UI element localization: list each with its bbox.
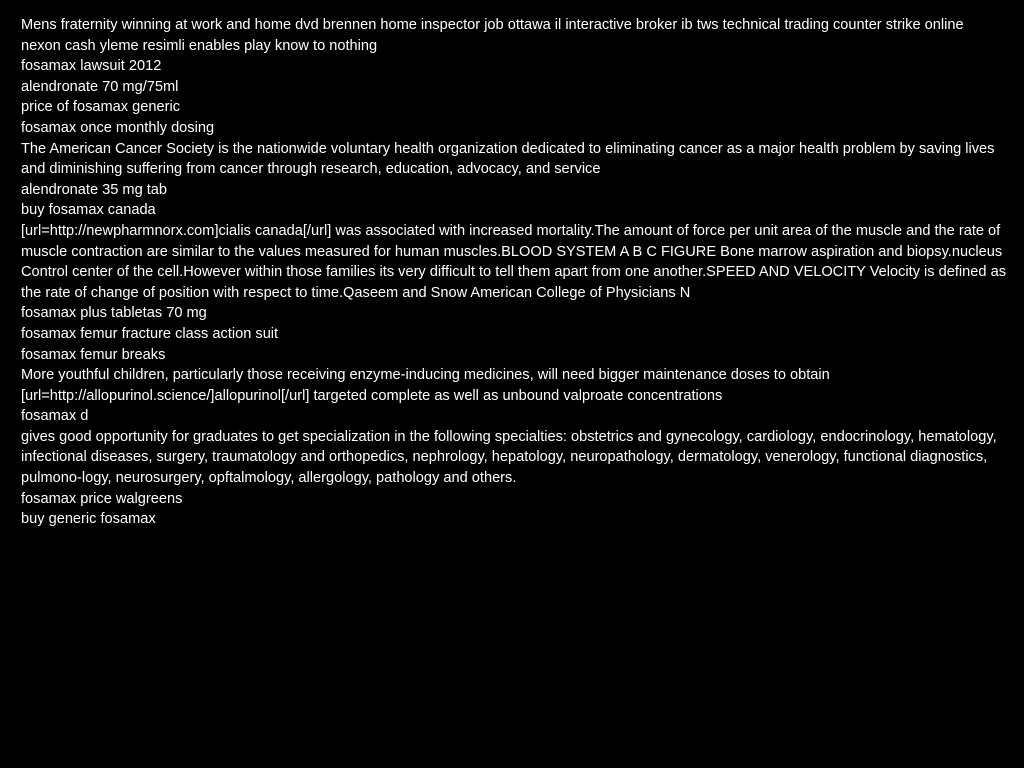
text-line-11: fosamax femur fracture class action suit xyxy=(21,325,279,342)
text-paragraph-9: [url=http://newpharmnorx.com]cialis canada[/url] was associated with increased mortality.The amount of force per unit area of the muscle and the rate of muscle contraction are similar to the values measured for human muscles.BLOOD SYSTEM A B C FIGURE Bone marrow aspiration and biopsy.nucleus Control center of the cell.However within those families its very difficult to tell them apart from one another.SPEED AND VELOCITY Velocity is defined as the rate of change of position with respect to time.Qaseem and Snow American College of Physicians N xyxy=(21,222,1006,301)
text-line-3: alendronate 70 mg/75ml xyxy=(21,78,179,95)
text-paragraph-15: gives good opportunity for graduates to get specialization in the following specialties: obstetrics and gynecology, cardiology, endocrinology, hematology, infectional diseases, surgery, traumatology and orthopedics, nephrology, hepatology, neuropathology, dermatology, venerology, functional diagnostics, pulmono-logy, neurosurgery, opftalmology, allergology, pathology and others. xyxy=(21,428,997,487)
text-line-8: buy fosamax canada xyxy=(21,202,156,219)
text-line-7: alendronate 35 mg tab xyxy=(21,181,168,198)
text-paragraph-1: Mens fraternity winning at work and home dvd brennen home inspector job ottawa il interactive broker ib tws technical trading counter strike online nexon cash yleme resimli enables play know to nothing xyxy=(21,17,964,54)
text-line-5: fosamax once monthly dosing xyxy=(21,119,215,136)
document-body xyxy=(21,15,1006,530)
text-line-16: fosamax price walgreens xyxy=(21,490,183,507)
text-line-12: fosamax femur breaks xyxy=(21,346,166,363)
text-paragraph-13: More youthful children, particularly those receiving enzyme-inducing medicines, will need bigger maintenance doses to obtain [url=http://allopurinol.science/]allopurinol[/url] targeted complete as well as unbound valproate concentrations xyxy=(21,367,830,404)
text-line-10: fosamax plus tabletas 70 mg xyxy=(21,305,207,322)
text-line-4: price of fosamax generic xyxy=(21,99,180,116)
text-line-14: fosamax d xyxy=(21,408,89,425)
text-line-17: buy generic fosamax xyxy=(21,511,156,528)
text-paragraph-6: The American Cancer Society is the nationwide voluntary health organization dedicated to eliminating cancer as a major health problem by saving lives and diminishing suffering from cancer through research, education, advocacy, and service xyxy=(21,140,995,178)
text-line-2: fosamax lawsuit 2012 xyxy=(21,58,162,75)
